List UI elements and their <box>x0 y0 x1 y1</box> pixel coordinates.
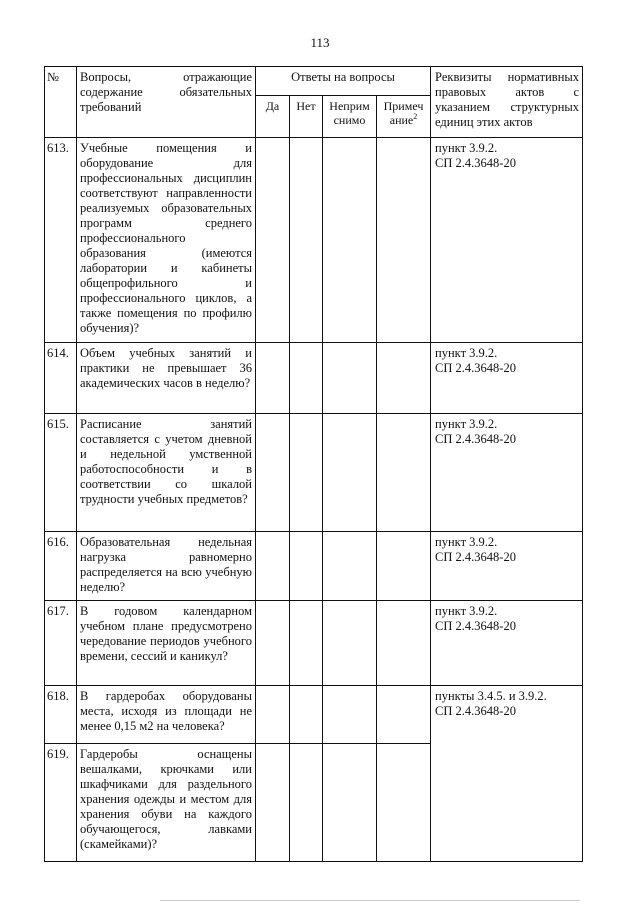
row-number: 617. <box>45 601 77 686</box>
table-row <box>45 686 583 744</box>
table-row <box>45 138 583 343</box>
row-requisites <box>431 601 583 686</box>
answer-note-cell[interactable] <box>377 532 431 601</box>
answer-not-applicable-cell[interactable] <box>323 601 377 686</box>
header-not-applicable: Неприм снимо <box>323 96 377 138</box>
row-question: Учебные помещения и оборудование для профессиональных дисциплин соответствуют направленности реализуемых образовательных программ среднего профессионального образования (имеются лаборатории и кабинеты общепрофильного и профессионального циклов, а также помещения по профилю обучения)? <box>77 138 256 343</box>
scan-edge-line <box>160 900 580 901</box>
answer-no-cell[interactable] <box>290 686 323 744</box>
header-no: Нет <box>290 96 323 138</box>
page-number: 113 <box>310 35 330 50</box>
answer-yes-cell[interactable] <box>256 686 290 744</box>
requisite-line: СП 2.4.3648-20 <box>435 550 516 564</box>
row-question: В годовом календарном учебном плане предусмотрено чередование периодов учебного времени, сессий и каникул? <box>77 601 256 686</box>
answer-yes-cell[interactable] <box>256 414 290 532</box>
header-note <box>377 96 431 138</box>
answer-not-applicable-cell[interactable] <box>323 414 377 532</box>
row-number: 618. <box>45 686 77 744</box>
answer-no-cell[interactable] <box>290 343 323 414</box>
requisite-line: пункт 3.9.2. <box>435 535 498 549</box>
requisite-line: СП 2.4.3648-20 <box>435 432 516 446</box>
row-number: 613. <box>45 138 77 343</box>
answer-no-cell[interactable] <box>290 532 323 601</box>
row-number: 615. <box>45 414 77 532</box>
header-answers: Ответы на вопросы <box>256 67 431 96</box>
answer-note-cell[interactable] <box>377 414 431 532</box>
row-number: 619. <box>45 744 77 862</box>
header-yes: Да <box>256 96 290 138</box>
row-requisites <box>431 414 583 532</box>
table-row <box>45 414 583 532</box>
answer-note-cell[interactable] <box>377 138 431 343</box>
answer-yes-cell[interactable] <box>256 601 290 686</box>
row-question: Расписание занятий составляется с учетом дневной и недельной умственной работоспособности и в соответствии со шкалой трудности учебных предметов? <box>77 414 256 532</box>
row-question: Образовательная недельная нагрузка равномерно распределяется на всю учебную неделю? <box>77 532 256 601</box>
requisite-line: СП 2.4.3648-20 <box>435 619 516 633</box>
row-requisites <box>431 532 583 601</box>
answer-note-cell[interactable] <box>377 744 431 862</box>
table-row <box>45 343 583 414</box>
requisite-line: пункт 3.9.2. <box>435 417 498 431</box>
table-row <box>45 601 583 686</box>
requisite-line: пункт 3.9.2. <box>435 604 498 618</box>
row-question: Объем учебных занятий и практики не превышает 36 академических часов в неделю? <box>77 343 256 414</box>
answer-not-applicable-cell[interactable] <box>323 686 377 744</box>
header-requisites: Реквизиты нормативных правовых актов с указанием структурных единиц этих актов <box>431 67 583 138</box>
requisite-line: СП 2.4.3648-20 <box>435 704 516 718</box>
row-question: Гардеробы оснащены вешалками, крючками или шкафчиками для раздельного хранения одежды и местом для хранения обуви на каждого обучающегося, лавками (скамейками)? <box>77 744 256 862</box>
answer-not-applicable-cell[interactable] <box>323 532 377 601</box>
answer-note-cell[interactable] <box>377 686 431 744</box>
header-row-1 <box>45 67 583 96</box>
row-number: 614. <box>45 343 77 414</box>
requisite-line: СП 2.4.3648-20 <box>435 156 516 170</box>
answer-no-cell[interactable] <box>290 744 323 862</box>
checklist-table <box>44 66 583 862</box>
requisite-line: пункт 3.9.2. <box>435 346 498 360</box>
table-row <box>45 532 583 601</box>
row-number: 616. <box>45 532 77 601</box>
row-requisites <box>431 686 583 862</box>
answer-not-applicable-cell[interactable] <box>323 744 377 862</box>
requisite-line: пункт 3.9.2. <box>435 141 498 155</box>
answer-no-cell[interactable] <box>290 601 323 686</box>
answer-not-applicable-cell[interactable] <box>323 138 377 343</box>
header-num: № <box>45 67 77 138</box>
header-note-sup: 2 <box>413 112 418 121</box>
answer-yes-cell[interactable] <box>256 343 290 414</box>
answer-not-applicable-cell[interactable] <box>323 343 377 414</box>
row-question: В гардеробах оборудованы места, исходя из площади не менее 0,15 м2 на человека? <box>77 686 256 744</box>
requisite-line: пункты 3.4.5. и 3.9.2. <box>435 689 547 703</box>
answer-note-cell[interactable] <box>377 601 431 686</box>
answer-no-cell[interactable] <box>290 414 323 532</box>
answer-yes-cell[interactable] <box>256 744 290 862</box>
header-question: Вопросы, отражающие содержание обязательных требований <box>77 67 256 138</box>
row-requisites <box>431 343 583 414</box>
answer-yes-cell[interactable] <box>256 138 290 343</box>
header-note-text: Примеч ание <box>383 99 424 127</box>
answer-note-cell[interactable] <box>377 343 431 414</box>
answer-yes-cell[interactable] <box>256 532 290 601</box>
answer-no-cell[interactable] <box>290 138 323 343</box>
row-requisites <box>431 138 583 343</box>
requisite-line: СП 2.4.3648-20 <box>435 361 516 375</box>
